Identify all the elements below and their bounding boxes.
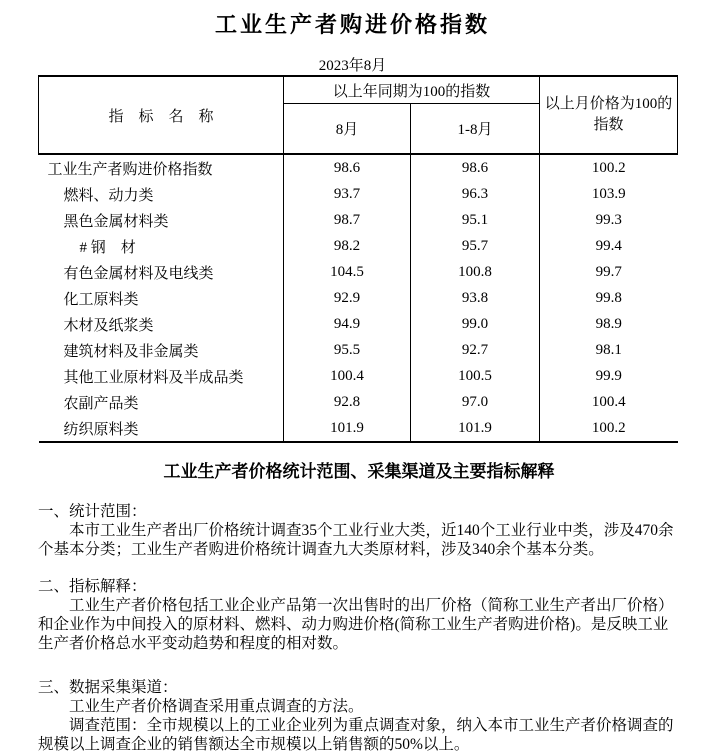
table-row — [39, 207, 678, 233]
note-indicator-explanation — [38, 577, 680, 653]
row-indicator: 纺织原料类 — [63, 421, 139, 438]
note-data-collection — [38, 678, 680, 753]
cell-mom: 99.4 — [540, 233, 678, 259]
cell-cumulative: 95.1 — [411, 207, 540, 233]
cell-cumulative: 100.5 — [411, 363, 540, 389]
header-mom-index: 以上月价格为100的指数 — [540, 76, 678, 154]
cell-mom: 99.3 — [540, 207, 678, 233]
cell-month: 98.2 — [284, 233, 411, 259]
table-row — [39, 389, 678, 415]
cell-cumulative: 101.9 — [411, 415, 540, 442]
cell-mom: 100.2 — [540, 415, 678, 442]
cell-cumulative: 93.8 — [411, 285, 540, 311]
header-indicator-name: 指 标 名 称 — [39, 76, 284, 154]
cell-cumulative: 100.8 — [411, 259, 540, 285]
row-indicator: 化工原料类 — [63, 291, 139, 308]
report-period: 2023年8月 — [318, 58, 387, 74]
cell-mom: 99.8 — [540, 285, 678, 311]
table-row — [39, 259, 678, 285]
cell-mom: 100.2 — [540, 154, 678, 181]
cell-month: 92.8 — [284, 389, 411, 415]
header-cumulative: 1-8月 — [411, 104, 540, 155]
cell-mom: 103.9 — [540, 181, 678, 207]
cell-month: 98.6 — [284, 154, 411, 181]
cell-month: 93.7 — [284, 181, 411, 207]
table-row — [39, 154, 678, 181]
table-row — [39, 363, 678, 389]
cell-mom: 98.1 — [540, 337, 678, 363]
note-paragraph: 本市工业生产者出厂价格统计调查35个工业行业大类，近140个工业行业中类，涉及470余个基本分类；工业生产者购进价格统计调查九大类原材料，涉及340余个基本分类。 — [38, 522, 674, 558]
cell-cumulative: 95.7 — [411, 233, 540, 259]
row-indicator: 木材及纸浆类 — [63, 317, 154, 334]
row-indicator: 农副产品类 — [63, 395, 139, 412]
cell-cumulative: 96.3 — [411, 181, 540, 207]
cell-cumulative: 97.0 — [411, 389, 540, 415]
header-month: 8月 — [284, 104, 411, 155]
row-indicator: 有色金属材料及电线类 — [63, 265, 214, 282]
notes-section — [38, 462, 680, 753]
cell-month: 94.9 — [284, 311, 411, 337]
note-heading: 二、指标解释： — [38, 578, 147, 595]
header-yoy-group: 以上年同期为100的指数 — [284, 76, 540, 104]
cell-mom: 98.9 — [540, 311, 678, 337]
table-row — [39, 181, 678, 207]
cell-cumulative: 98.6 — [411, 154, 540, 181]
table-row — [39, 311, 678, 337]
header-row-1 — [39, 76, 678, 104]
row-indicator: 燃料、动力类 — [63, 187, 154, 204]
note-heading: 三、数据采集渠道： — [38, 679, 178, 696]
table-row — [39, 233, 678, 259]
cell-month: 98.7 — [284, 207, 411, 233]
row-indicator: 建筑材料及非金属类 — [63, 343, 199, 360]
note-statistics-scope — [38, 502, 680, 559]
row-indicator: 黑色金属材料类 — [63, 213, 169, 230]
cell-cumulative: 92.7 — [411, 337, 540, 363]
cell-cumulative: 99.0 — [411, 311, 540, 337]
row-indicator: # 钢 材 — [79, 239, 136, 256]
notes-title: 工业生产者价格统计范围、采集渠道及主要指标解释 — [163, 462, 555, 481]
cell-month: 95.5 — [284, 337, 411, 363]
cell-mom: 99.7 — [540, 259, 678, 285]
note-paragraph: 调查范围：全市规模以上的工业企业列为重点调查对象，纳入本市工业生产者价格调查的规模以上调查企业的销售额达全市规模以上销售额的50%以上。 — [38, 717, 674, 753]
row-indicator: 其他工业原材料及半成品类 — [63, 369, 244, 386]
cell-month: 101.9 — [284, 415, 411, 442]
table-header — [39, 76, 678, 154]
row-indicator: 工业生产者购进价格指数 — [47, 161, 213, 178]
table-row — [39, 337, 678, 363]
cell-month: 100.4 — [284, 363, 411, 389]
table-row — [39, 285, 678, 311]
cell-month: 104.5 — [284, 259, 411, 285]
page-title: 工业生产者购进价格指数 — [214, 12, 490, 37]
table-row — [39, 415, 678, 442]
cell-month: 92.9 — [284, 285, 411, 311]
price-index-table — [38, 75, 678, 443]
note-paragraph: 工业生产者价格包括工业企业产品第一次出售时的出厂价格（简称工业生产者出厂价格）和企业作为中间投入的原材料、燃料、动力购进价格(简称工业生产者购进价格)。是反映工业生产者价格总水平变动趋势和程度的相对数。 — [38, 597, 674, 652]
note-heading: 一、统计范围： — [38, 503, 147, 520]
cell-mom: 99.9 — [540, 363, 678, 389]
table-body — [39, 154, 678, 442]
note-paragraph: 工业生产者价格调查采用重点调查的方法。 — [69, 698, 364, 715]
cell-mom: 100.4 — [540, 389, 678, 415]
